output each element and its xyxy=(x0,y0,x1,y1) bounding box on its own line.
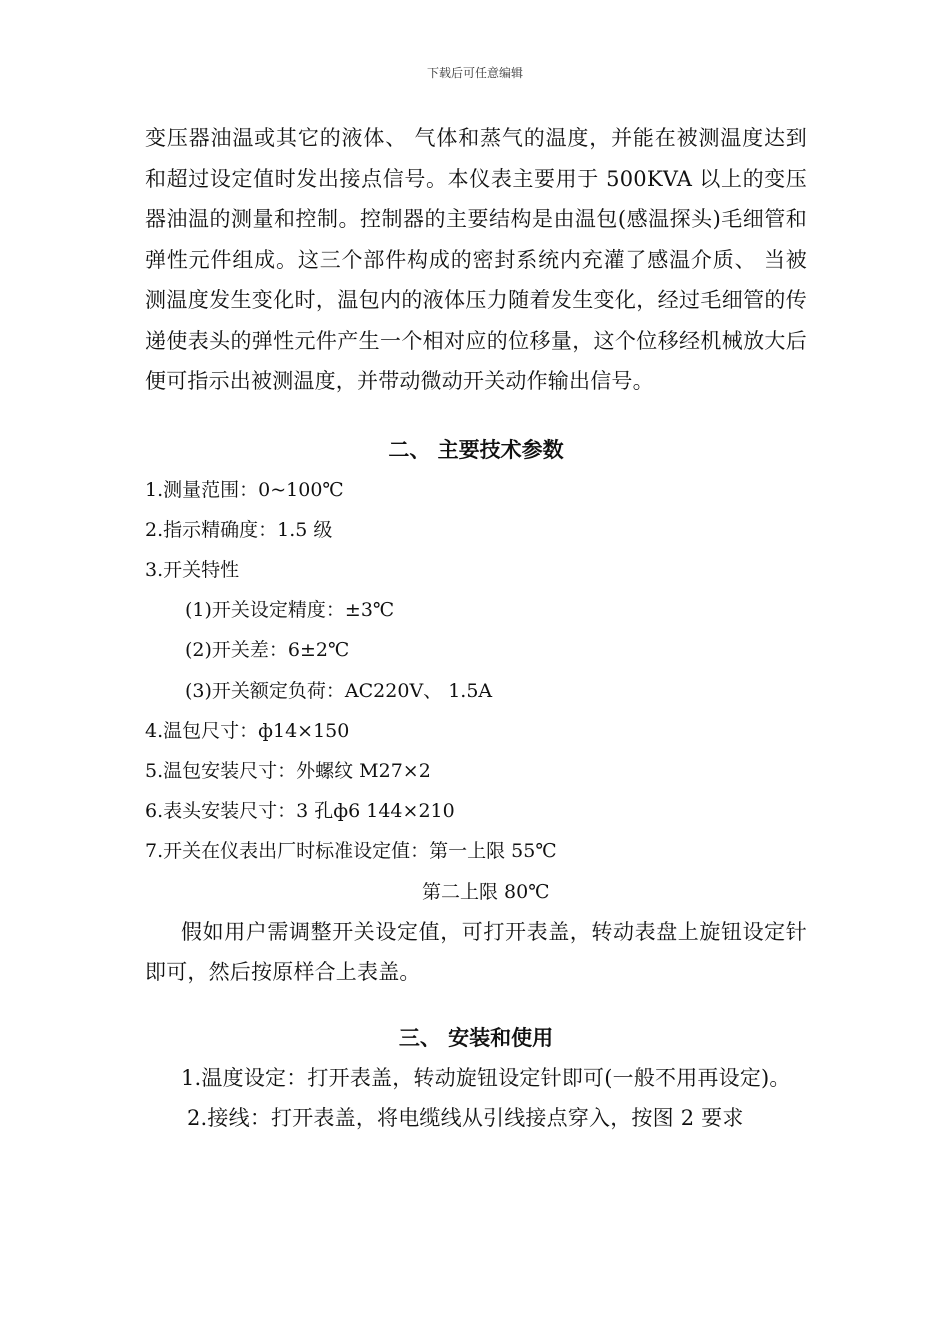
section-title-specs: 二、 主要技术参数 xyxy=(388,437,564,462)
document-body xyxy=(145,118,807,1139)
install-para-setting: 1.温度设定：打开表盖，转动旋钮设定针即可(一般不用再设定)。 xyxy=(181,1065,791,1090)
spec-item-bulb-size: 4.温包尺寸：ф14×150 xyxy=(145,719,350,742)
spec-subitem-precision: (1)开关设定精度：±3℃ xyxy=(185,599,395,622)
spec-item-second-limit: 第二上限 80℃ xyxy=(422,880,550,903)
page-header: 下载后可任意编辑 xyxy=(426,66,523,80)
spec-subitem-differential: (2)开关差：6±2℃ xyxy=(185,639,350,662)
spec-subitem-load: (3)开关额定负荷：AC220V、 1.5A xyxy=(185,679,493,702)
spec-item-range: 1.测量范围：0~100℃ xyxy=(145,478,344,501)
section-title-install: 三、 安装和使用 xyxy=(398,1025,554,1050)
spec-item-head-mount: 6.表头安装尺寸：3 孔ф6 144×210 xyxy=(145,800,455,823)
install-para-wiring: 2.接线：打开表盖，将电缆线从引线接点穿入，按图 2 要求 xyxy=(187,1106,744,1131)
spec-item-factory-setting: 7.开关在仪表出厂时标准设定值：第一上限 55℃ xyxy=(145,840,557,863)
spec-item-accuracy: 2.指示精确度：1.5 级 xyxy=(145,518,333,541)
spec-note: 假如用户需调整开关设定值，可打开表盖，转动表盘上旋钮设定针即可，然后按原样合上表盖。 xyxy=(145,919,807,985)
intro-paragraph: 变压器油温或其它的液体、 气体和蒸气的温度，并能在被测温度达到和超过设定值时发出接点信号。本仪表主要用于 500KVA 以上的变压器油温的测量和控制。控制器的主要结构是由温包(感温探头)毛细管和弹性元件组成。这三个部件构成的密封系统内充灌了感温介质、 当被测温度发生变化时，温包内的液体压力随着发生变化，经过毛细管的传递使表头的弹性元件产生一个相对应的位移量，这个位移经机械放大后便可指示出被测温度，并带动微动开关动作输出信号。 xyxy=(145,126,807,393)
spec-item-switch: 3.开关特性 xyxy=(145,558,240,581)
spec-item-bulb-mount: 5.温包安装尺寸：外螺纹 M27×2 xyxy=(145,759,431,782)
